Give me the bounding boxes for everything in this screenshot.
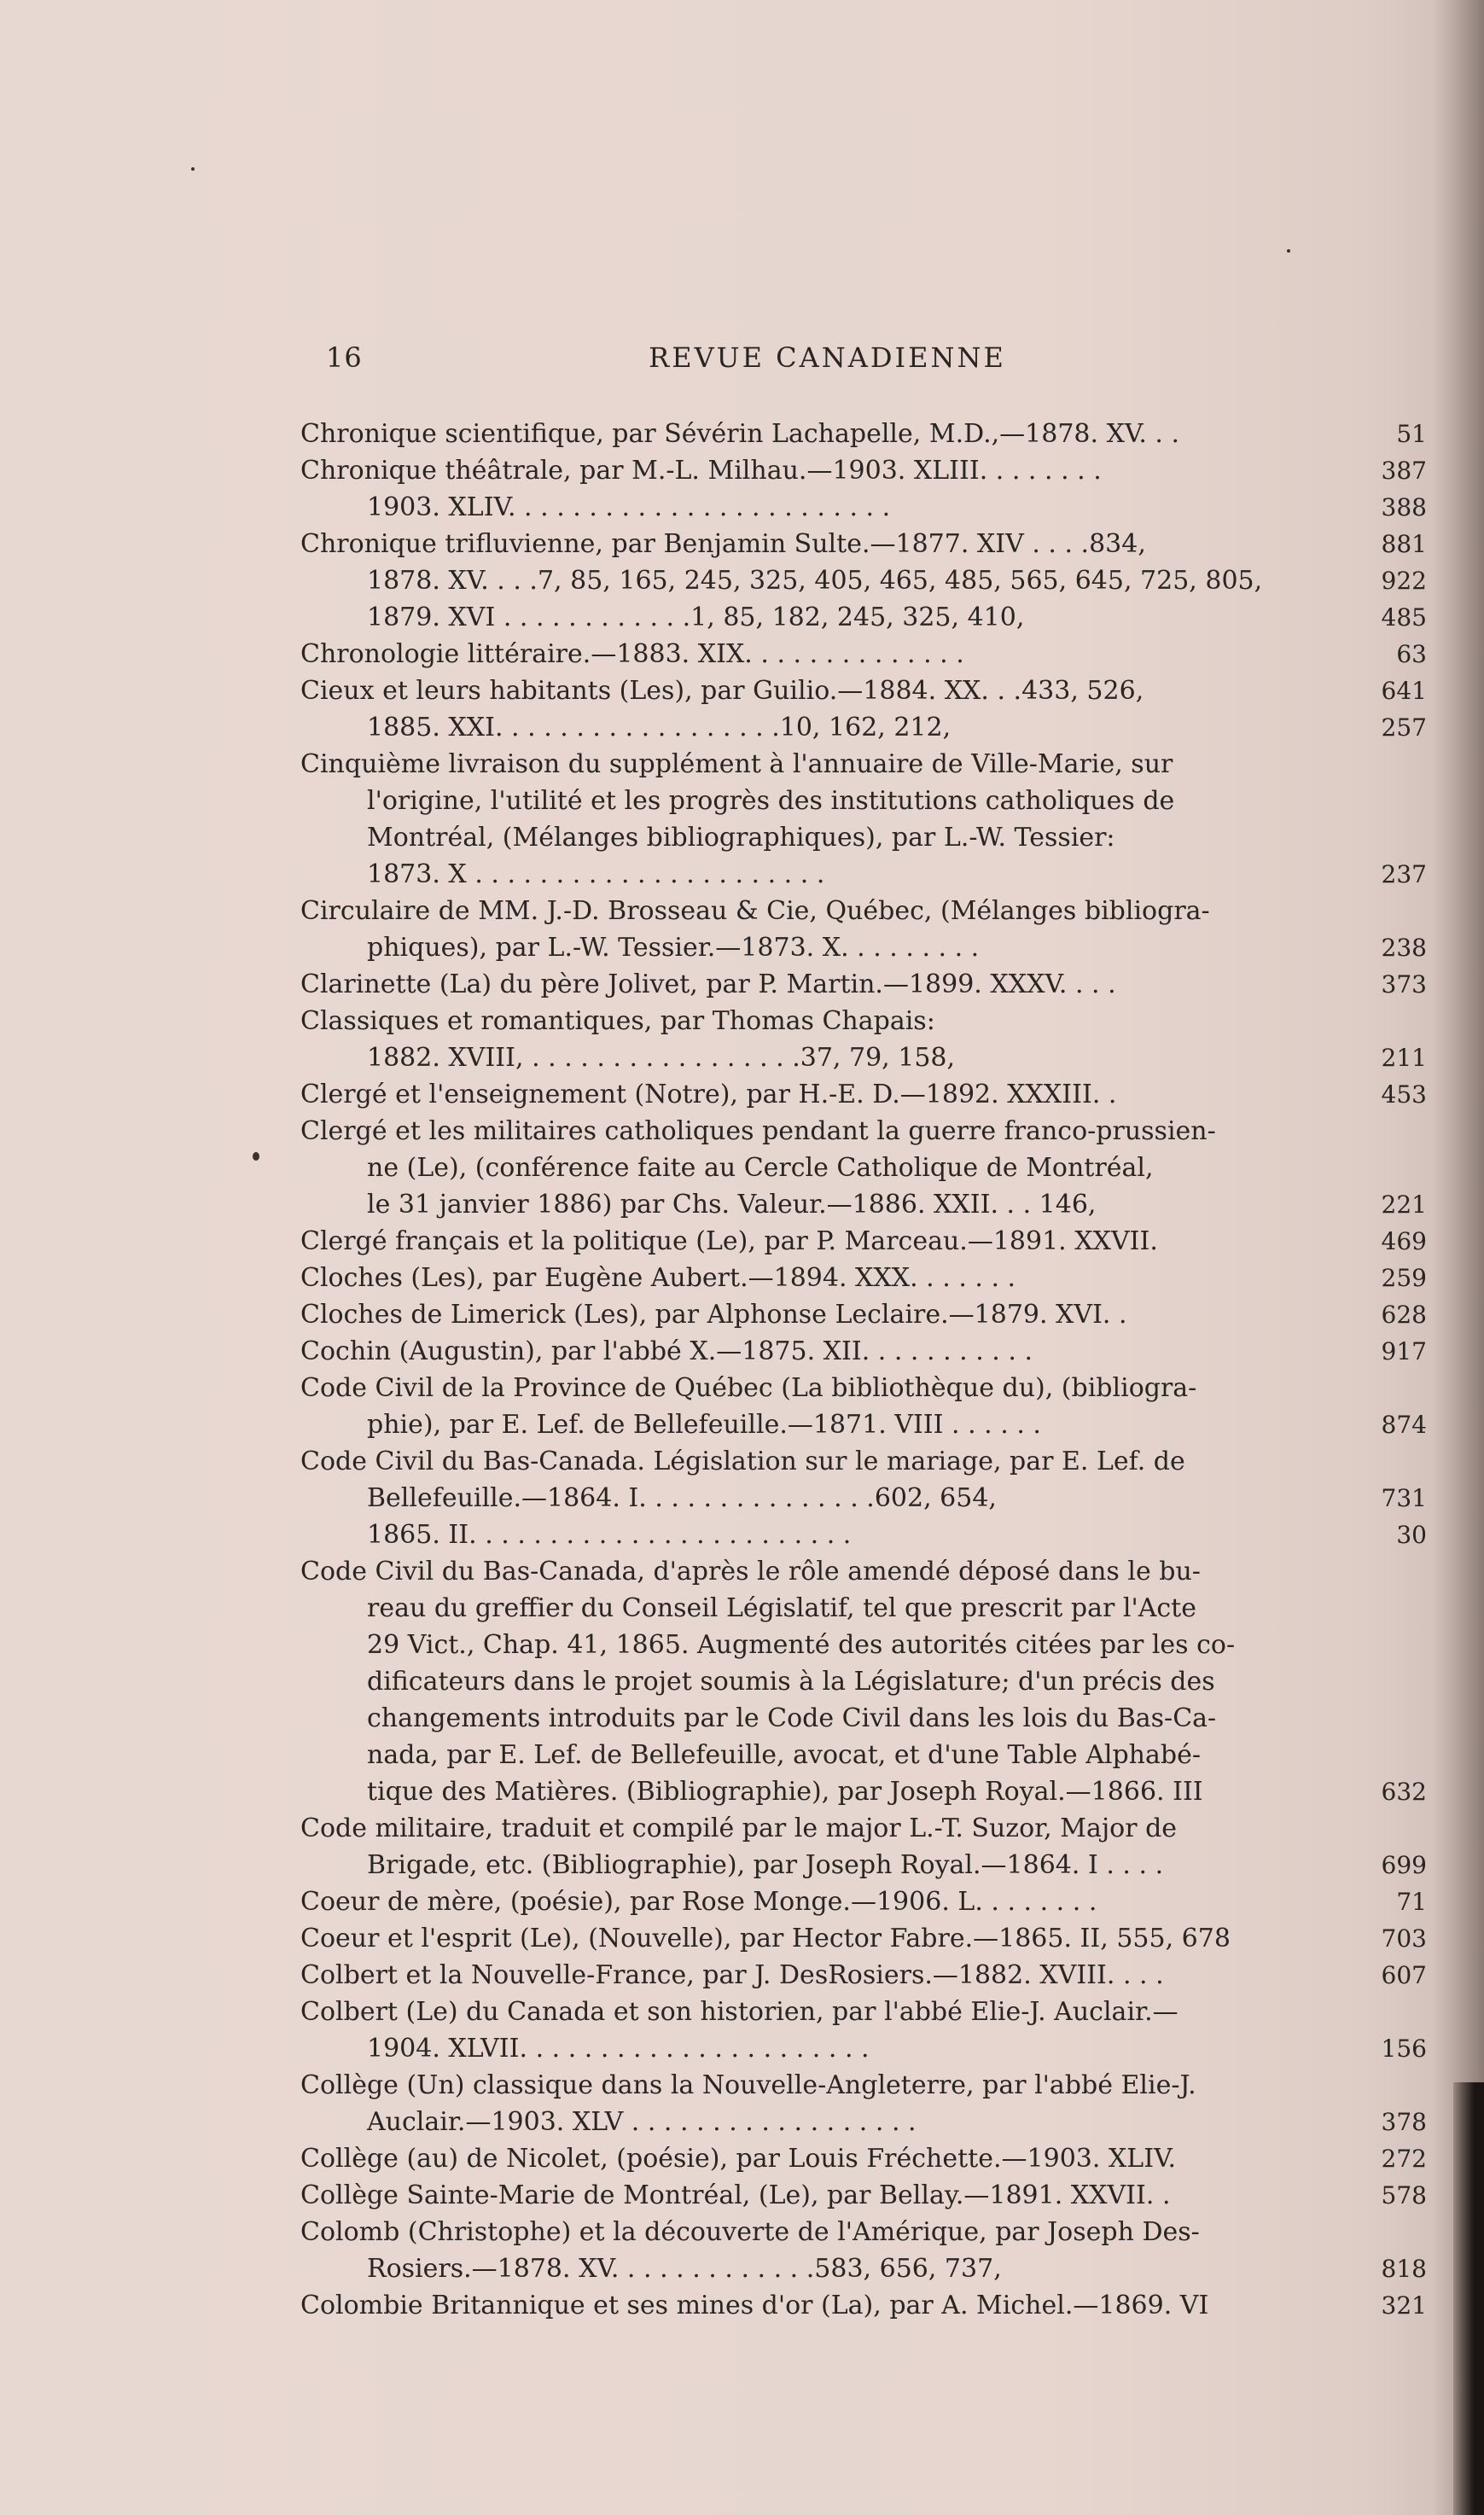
index-entry <box>300 1113 1427 1150</box>
entry-text: Collège (Un) classique dans la Nouvelle-Angleterre, par l'abbé Elie-J. <box>300 2070 1196 2100</box>
entry-page-number: 156 <box>1381 2035 1427 2063</box>
entry-page-number: 221 <box>1381 1191 1427 1219</box>
entry-text: reau du greffier du Conseil Législatif, tel que prescrit par l'Acte <box>367 1593 1196 1623</box>
entry-page-number: 373 <box>1381 970 1427 998</box>
index-entry <box>300 1920 1427 1957</box>
index-entry <box>300 966 1427 1003</box>
index-entry <box>300 1370 1427 1406</box>
index-entry-continuation <box>300 1627 1427 1663</box>
entry-text: Colombie Britannique et ses mines d'or (La), par A. Michel.—1869. VI <box>300 2291 1209 2320</box>
entry-text: Bellefeuille.—1864. I. . . . . . . . . . . . . . .602, 654, <box>367 1483 997 1513</box>
entry-text: phie), par E. Lef. de Bellefeuille.—1871. VIII . . . . . . <box>367 1410 1041 1440</box>
entry-text: Coeur et l'esprit (Le), (Nouvelle), par Hector Fabre.—1865. II, 555, 678 <box>300 1924 1231 1953</box>
index-entry <box>300 1443 1427 1480</box>
entry-page-number: 632 <box>1381 1778 1427 1806</box>
entry-page-number: 272 <box>1381 2145 1427 2173</box>
entry-text: 1873. X . . . . . . . . . . . . . . . . . . . . . . <box>367 859 825 889</box>
index-entry <box>300 2067 1427 2104</box>
index-entry <box>300 1296 1427 1333</box>
entry-text: 1878. XV. . . .7, 85, 165, 245, 325, 405, 465, 485, 565, 645, 725, 805, <box>367 566 1263 596</box>
paper-speck <box>191 167 195 171</box>
entry-text: Clergé et les militaires catholiques pendant la guerre franco-prussien- <box>300 1116 1216 1146</box>
entry-text: Chronique scientifique, par Sévérin Lachapelle, M.D.,—1878. XV. . . <box>300 419 1180 449</box>
paper-speck <box>253 1152 259 1161</box>
index-entry <box>300 1994 1427 2030</box>
index-entry-continuation <box>300 1039 1427 1076</box>
entry-text: Code Civil du Bas-Canada. Législation sur le mariage, par E. Lef. de <box>300 1447 1185 1476</box>
entry-text: phiques), par L.-W. Tessier.—1873. X. . . . . . . . . <box>367 933 980 963</box>
entry-text: dificateurs dans le projet soumis à la Législature; d'un précis des <box>367 1667 1215 1697</box>
entry-text: Cieux et leurs habitants (Les), par Guilio.—1884. XX. . .433, 526, <box>300 676 1144 706</box>
entry-text: Chronique trifluvienne, par Benjamin Sulte.—1877. XIV . . . .834, <box>300 529 1146 559</box>
entry-page-number: 30 <box>1396 1521 1427 1549</box>
entry-text: Colomb (Christophe) et la découverte de l'Amérique, par Joseph Des- <box>300 2217 1200 2247</box>
running-title: REVUE CANADIENNE <box>649 341 1006 374</box>
index-entry-continuation <box>300 1847 1427 1883</box>
entry-page-number: 628 <box>1381 1301 1427 1329</box>
entry-page-number: 237 <box>1381 860 1427 888</box>
entry-text: le 31 janvier 1886) par Chs. Valeur.—1886. XXII. . . 146, <box>367 1190 1097 1220</box>
entry-text: Circulaire de MM. J.-D. Brosseau & Cie, Québec, (Mélanges bibliogra- <box>300 896 1210 926</box>
index-entry-continuation <box>300 783 1427 819</box>
index-entry-continuation <box>300 1517 1427 1553</box>
entry-page-number: 607 <box>1381 1961 1427 1989</box>
index-entry <box>300 2214 1427 2250</box>
entry-text: Chronique théâtrale, par M.-L. Milhau.—1903. XLIII. . . . . . . . <box>300 456 1102 486</box>
index-entry <box>300 2287 1427 2324</box>
entry-text: Cinquième livraison du supplément à l'annuaire de Ville-Marie, sur <box>300 749 1173 779</box>
entry-page-number: 485 <box>1381 603 1427 632</box>
index-entry <box>300 1076 1427 1113</box>
entry-text: Code Civil de la Province de Québec (La bibliothèque du), (bibliogra- <box>300 1373 1197 1403</box>
entry-text: nada, par E. Lef. de Bellefeuille, avocat, et d'une Table Alphabé- <box>367 1740 1201 1770</box>
index-entry-continuation <box>300 856 1427 893</box>
entry-text: Clergé et l'enseignement (Notre), par H.-E. D.—1892. XXXIII. . <box>300 1080 1117 1109</box>
entry-text: Montréal, (Mélanges bibliographiques), par L.-W. Tessier: <box>367 823 1115 853</box>
entry-page-number: 378 <box>1381 2108 1427 2136</box>
index-entry <box>300 1003 1427 1039</box>
entry-text: Cochin (Augustin), par l'abbé X.—1875. XII. . . . . . . . . . . <box>300 1336 1033 1366</box>
entry-text: Colbert (Le) du Canada et son historien, par l'abbé Elie-J. Auclair.— <box>300 1997 1178 2027</box>
entry-page-number: 321 <box>1381 2291 1427 2320</box>
index-entry-continuation <box>300 489 1427 526</box>
entry-page-number: 257 <box>1381 713 1427 742</box>
index-entry-continuation <box>300 929 1427 966</box>
entry-page-number: 922 <box>1381 567 1427 595</box>
index-entry-continuation <box>300 562 1427 599</box>
entry-page-number: 874 <box>1381 1411 1427 1439</box>
index-entry <box>300 1883 1427 1920</box>
index-entry-continuation <box>300 1186 1427 1223</box>
index-entry <box>300 1810 1427 1847</box>
entry-page-number: 387 <box>1381 457 1427 485</box>
index-entry-continuation <box>300 1773 1427 1810</box>
entry-text: changements introduits par le Code Civil dans les lois du Bas-Ca- <box>367 1703 1217 1733</box>
page-number: 16 <box>326 341 363 374</box>
index-entry-continuation <box>300 1406 1427 1443</box>
entry-page-number: 51 <box>1396 420 1427 448</box>
entry-text: ne (Le), (conférence faite au Cercle Catholique de Montréal, <box>367 1153 1154 1183</box>
index-entry-continuation <box>300 709 1427 746</box>
index-entry <box>300 672 1427 709</box>
index-entry <box>300 636 1427 672</box>
entry-text: tique des Matières. (Bibliographie), par Joseph Royal.—1866. III <box>367 1777 1203 1807</box>
entry-page-number: 818 <box>1381 2255 1427 2283</box>
entry-page-number: 578 <box>1381 2181 1427 2209</box>
entry-text: 1879. XVI . . . . . . . . . . . .1, 85, 182, 245, 325, 410, <box>367 603 1025 632</box>
entry-text: Rosiers.—1878. XV. . . . . . . . . . . . .583, 656, 737, <box>367 2254 1002 2284</box>
entry-text: Cloches (Les), par Eugène Aubert.—1894. XXX. . . . . . . <box>300 1263 1016 1293</box>
index-entry <box>300 746 1427 783</box>
index-entry-continuation <box>300 1480 1427 1517</box>
entry-page-number: 238 <box>1381 934 1427 962</box>
index-entry-continuation <box>300 1150 1427 1186</box>
entry-page-number: 211 <box>1381 1044 1427 1072</box>
index-entry <box>300 2177 1427 2214</box>
entry-text: Brigade, etc. (Bibliographie), par Joseph Royal.—1864. I . . . . <box>367 1850 1164 1880</box>
entry-text: Auclair.—1903. XLV . . . . . . . . . . . . . . . . . . <box>367 2107 917 2137</box>
index-entry <box>300 893 1427 929</box>
entry-text: Classiques et romantiques, par Thomas Chapais: <box>300 1006 935 1036</box>
index-entry <box>300 1957 1427 1994</box>
entry-page-number: 731 <box>1381 1484 1427 1512</box>
entry-text: Collège (au) de Nicolet, (poésie), par Louis Fréchette.—1903. XLIV. <box>300 2144 1177 2174</box>
entry-page-number: 703 <box>1381 1924 1427 1953</box>
entry-text: 1882. XVIII, . . . . . . . . . . . . . . . . .37, 79, 158, <box>367 1043 956 1073</box>
index-entries <box>300 416 1427 2324</box>
index-entry <box>300 1553 1427 1590</box>
entry-page-number: 641 <box>1381 677 1427 705</box>
index-entry-continuation <box>300 1590 1427 1627</box>
index-entry-continuation <box>300 1700 1427 1737</box>
entry-text: 1904. XLVII. . . . . . . . . . . . . . . . . . . . . . <box>367 2034 870 2064</box>
index-entry <box>300 1223 1427 1260</box>
entry-page-number: 63 <box>1396 640 1427 668</box>
index-entry-continuation <box>300 1737 1427 1773</box>
entry-text: Coeur de mère, (poésie), par Rose Monge.—1906. L. . . . . . . . <box>300 1887 1097 1917</box>
entry-text: 1885. XXI. . . . . . . . . . . . . . . . . .10, 162, 212, <box>367 713 952 742</box>
index-entry-continuation <box>300 1663 1427 1700</box>
entry-text: Collège Sainte-Marie de Montréal, (Le), par Bellay.—1891. XXVII. . <box>300 2180 1171 2210</box>
index-entry <box>300 452 1427 489</box>
index-entry-continuation <box>300 2030 1427 2067</box>
index-entry-continuation <box>300 2104 1427 2140</box>
entry-page-number: 469 <box>1381 1227 1427 1255</box>
entry-page-number: 917 <box>1381 1337 1427 1365</box>
entry-page-number: 71 <box>1396 1888 1427 1916</box>
index-entry <box>300 1333 1427 1370</box>
entry-page-number: 699 <box>1381 1851 1427 1879</box>
page-header <box>326 341 1329 384</box>
index-entry <box>300 2140 1427 2177</box>
entry-text: Cloches de Limerick (Les), par Alphonse Leclaire.—1879. XVI. . <box>300 1300 1127 1330</box>
entry-text: Clergé français et la politique (Le), par P. Marceau.—1891. XXVII. <box>300 1226 1158 1256</box>
entry-text: Colbert et la Nouvelle-France, par J. DesRosiers.—1882. XVIII. . . . <box>300 1960 1164 1990</box>
entry-page-number: 881 <box>1381 530 1427 558</box>
entry-text: 1903. XLIV. . . . . . . . . . . . . . . . . . . . . . . . <box>367 492 891 522</box>
entry-text: 29 Vict., Chap. 41, 1865. Augmenté des autorités citées par les co- <box>367 1630 1236 1660</box>
entry-page-number: 259 <box>1381 1264 1427 1292</box>
entry-page-number: 388 <box>1381 493 1427 521</box>
index-entry-continuation <box>300 599 1427 636</box>
binding-edge <box>1453 2082 1484 2515</box>
entry-text: Code militaire, traduit et compilé par le major L.-T. Suzor, Major de <box>300 1813 1178 1843</box>
paper-speck <box>1287 249 1290 253</box>
index-entry <box>300 416 1427 452</box>
index-entry <box>300 526 1427 562</box>
index-entry-continuation <box>300 819 1427 856</box>
entry-text: Chronologie littéraire.—1883. XIX. . . . . . . . . . . . . . <box>300 639 964 669</box>
index-entry <box>300 1260 1427 1296</box>
entry-text: Clarinette (La) du père Jolivet, par P. Martin.—1899. XXXV. . . . <box>300 969 1116 999</box>
entry-text: 1865. II. . . . . . . . . . . . . . . . . . . . . . . . <box>367 1520 852 1550</box>
index-entry-continuation <box>300 2250 1427 2287</box>
entry-text: l'origine, l'utilité et les progrès des institutions catholiques de <box>367 786 1175 816</box>
entry-text: Code Civil du Bas-Canada, d'après le rôle amendé déposé dans le bu- <box>300 1557 1201 1586</box>
entry-page-number: 453 <box>1381 1080 1427 1109</box>
